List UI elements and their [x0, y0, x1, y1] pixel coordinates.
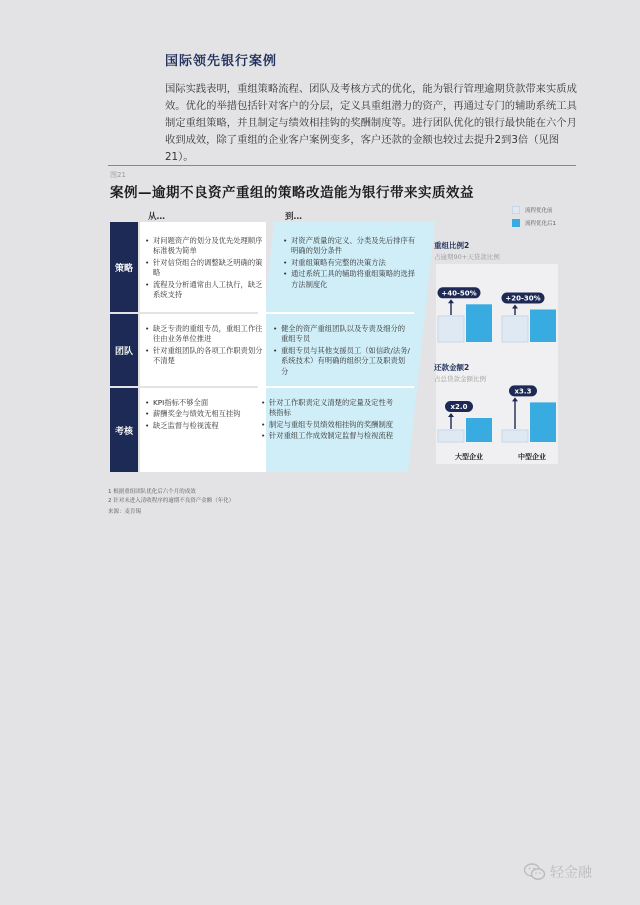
arrow-head [512, 397, 518, 401]
intro-title: 国际领先银行案例 [165, 54, 278, 69]
list-item: • 流程及分析通常由人工执行，缺乏系统支持 [144, 280, 266, 301]
bar-1-1-0 [502, 430, 528, 442]
to-list-assessment [260, 398, 400, 443]
bar-0-1-1 [530, 310, 556, 343]
intro-section [165, 50, 585, 166]
row-label-assessment: 考核 [110, 388, 138, 472]
legend-swatch [512, 219, 520, 227]
annotation-label: x2.0 [450, 403, 468, 411]
chart-1-subtitle: 占逾期90+天贷款比例 [434, 253, 500, 261]
from-list-team [144, 324, 266, 368]
arrow-head [512, 305, 518, 309]
annotation-label: +20-30% [505, 294, 541, 303]
list-item: • 针对信贷组合的调整缺乏明确的策略 [144, 258, 266, 279]
column-header-from: 从… [148, 212, 166, 222]
list-item: • KPI指标不够全面 [144, 398, 266, 408]
row-label-team: 团队 [110, 314, 138, 386]
watermark [524, 862, 592, 882]
list-item: • 制定与重组专员绩效相挂钩的奖酬制度 [260, 420, 400, 430]
source-note: 来源：麦肯锡 [108, 509, 142, 515]
chart-2-subtitle: 占总贷款金额比例 [434, 375, 486, 383]
row-separator [258, 386, 414, 388]
list-item: • 针对重组工作成效制定监督与检视流程 [260, 431, 400, 441]
list-item: • 针对工作职责定义清楚的定量及定性考核指标 [260, 398, 400, 419]
category-label-medium: 中型企业 [518, 453, 546, 461]
footnote: 1 根据重组团队优化后六个月的成效 [108, 489, 196, 495]
list-item: • 健全的资产重组团队以及专责及细分的重组专员 [272, 324, 410, 345]
annotation-label: x3.3 [514, 387, 532, 396]
arrow-head [448, 413, 454, 417]
to-list-team [272, 324, 410, 378]
bar-0-0-0 [438, 316, 464, 342]
figure-title: 案例—逾期不良资产重组的策略改造能为银行带来实质效益 [110, 185, 474, 201]
legend-item-before [512, 206, 556, 214]
from-list-strategy [144, 236, 266, 301]
comparison-table [110, 222, 435, 472]
legend-swatch [512, 206, 520, 214]
row-separator [258, 312, 414, 314]
wechat-icon [524, 863, 546, 881]
watermark-text: 轻金融 [550, 865, 592, 881]
chart-layer [438, 287, 557, 442]
footnote: 2 针对未进入清收程序的逾期不良资产金额（年化） [108, 497, 235, 504]
list-item: • 对问题资产的划分及优先处理顺序标准极为简单 [144, 236, 266, 257]
arrow-head [448, 299, 454, 303]
charts-svg [430, 260, 570, 450]
legend-item-after [512, 219, 556, 227]
legend-label: 流程优化前 [525, 208, 553, 214]
divider [108, 165, 576, 166]
list-item: • 薪酬奖金与绩效无相互挂钩 [144, 409, 266, 419]
category-label-large: 大型企业 [455, 453, 483, 461]
list-item: • 重组专员与其他支援员工（如信政/法务/系统技术）有明确的组织分工及职责划分 [272, 346, 410, 377]
intro-body: 国际实践表明，重组策略流程、团队及考核方式的优化，能为银行管理逾期贷款带来实质成效。优化的举措包括针对客户的分层，定义具重组潜力的资产，再通过专门的辅助系统工具制定重组策略，并且制定与绩效相挂钩的奖酬制度等。进行团队优化的银行最快能在六个月收到成效，除了重组的企业客户案例变多，客户还款的金额也较过去提升2到3倍（见图21）。 [165, 83, 577, 163]
figure-label: 图21 [110, 171, 126, 179]
to-list-strategy [282, 236, 420, 291]
bar-1-1-1 [530, 402, 556, 442]
legend-label: 流程优化后1 [525, 221, 556, 227]
list-item: • 缺乏监督与检视流程 [144, 421, 266, 431]
row-label-strategy: 策略 [110, 222, 138, 312]
from-list-assessment [144, 398, 266, 432]
chart-2-title: 还款金额2 [434, 363, 470, 372]
list-item: • 对重组策略有完整的决策方法 [282, 258, 420, 268]
chart-legend [512, 206, 556, 232]
list-item: • 针对重组团队的各项工作职责划分不清楚 [144, 346, 266, 367]
bar-1-0-0 [438, 430, 464, 442]
footnotes [108, 488, 234, 517]
list-item: • 缺乏专责的重组专员，重组工作往往由业务单位推进 [144, 324, 266, 345]
annotation-label: +40-50% [441, 289, 477, 298]
list-item: • 对资产质量的定义、分类及先后排序有明确的划分条件 [282, 236, 420, 257]
bar-0-0-1 [466, 304, 492, 342]
column-header-to: 到… [285, 212, 303, 222]
bar-1-0-1 [466, 418, 492, 442]
list-item: • 通过系统工具的辅助将重组策略的选择方法制度化 [282, 269, 420, 290]
bar-0-1-0 [502, 316, 528, 342]
chart-1-title: 重组比例2 [434, 241, 470, 250]
